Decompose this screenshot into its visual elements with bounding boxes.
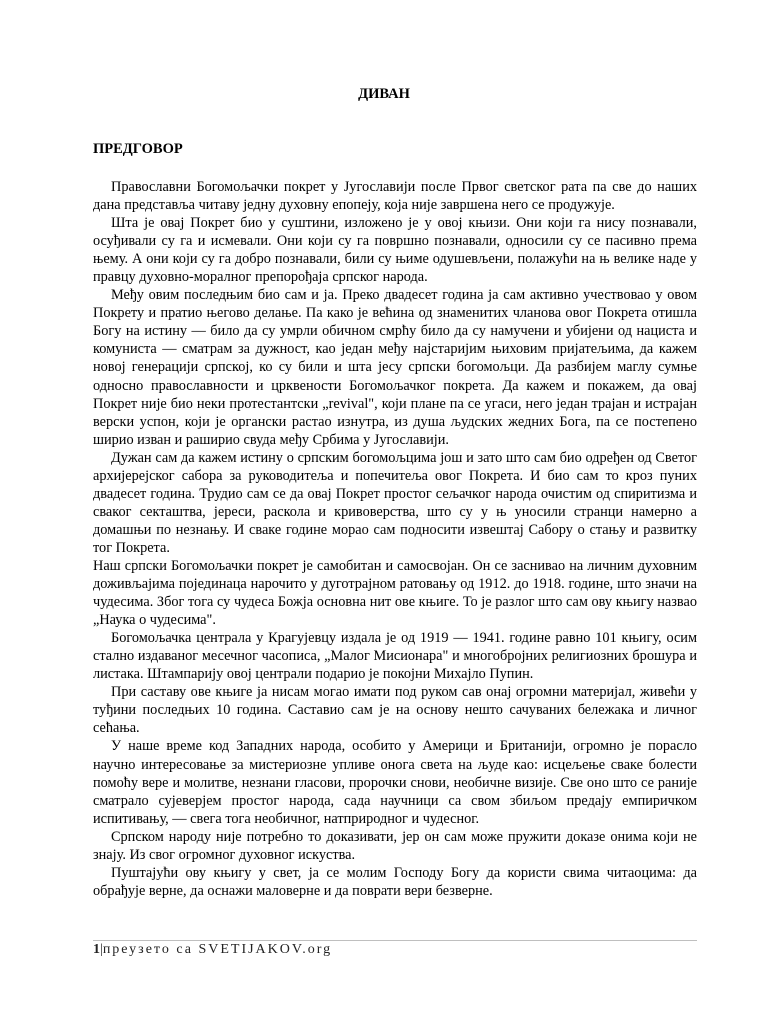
document-body [93,178,697,900]
paragraph: У наше време код Западних народа, особито у Америци и Британији, огромно је порасло научно интересовање за мистериозне упливе онога света на људе као: исцељење сваке болести помоћу вере и молитве, незнани гласови, пророчки снови, необичне визије. Све оно што се раније сматрало сујеверјем простог народа, сада научници са свом збиљом предају емпиричком испитивању, — свега тога необичног, натприродног и чудесног. [93,738,697,827]
paragraph: Дужан сам да кажем истину о српским богомољцима још и зато што сам био одређен од Светог архијерејског сабора за руководитеља и попечитеља овог Покрета. И био сам то кроз пуних двадесет година. Трудио сам се да овај Покрет простог сељачког народа очистим од спиритизма и сваког секташтва, јереси, раскола и кривоверства, што су у њ уносили странци намерно а домашњи по незнању. И сваке године морао сам подносити извештај Сабору о стању и развитку тог Покрета. [93,449,697,556]
page-number: 1 [93,942,100,957]
document-title: ДИВАН [358,86,410,102]
paragraph: При саставу ове књиге ја нисам могао имати под руком сав онај огромни материјал, живећи у туђини последњих 10 година. Саставио сам је на основу нешто сачуваних бележака и личног сећања. [93,684,697,737]
paragraph: Наш српски Богомољачки покрет је самобитан и самосвојан. Он се заснивао на личним духовним доживљајима појединаца нарочито у дуготрајном ратовању од 1912. до 1918. године, што значи на чудесима. Због тога су чудеса Божја основна нит ове књиге. То је разлог што сам ову књигу назвао „Наука о чудесима". [93,557,697,629]
footer-divider [93,940,697,941]
section-heading: ПРЕДГОВОР [93,141,183,157]
footer-separator: | [100,942,103,957]
paragraph: Шта је овај Покрет био у суштини, изложено је у овој књизи. Они који га нису познавали, осуђивали су га и исмевали. Они који су га површно познавали, односили су се пасивно према њему. А они који су га добро познавали, били су њиме одушевљени, полажући на њ велике наде у правцу духовно-моралног препорођаја српског народа. [93,215,697,286]
page-footer [93,942,332,958]
paragraph: Српском народу није потребно то доказивати, јер он сам може пружити доказе онима који не знају. Из свог огромног духовног искуства. [93,828,697,863]
footer-source: преузето са SVETIJAKOV.org [102,942,333,957]
paragraph: Пуштајући ову књигу у свет, ја се молим Господу Богу да користи свима читаоцима: да обрађује верне, да оснажи маловерне и да поврати вери безверне. [93,864,697,899]
paragraph: Богомољачка централа у Крагујевцу издала је од 1919 — 1941. године равно 101 књигу, осим стално издаваног месечног часописа, „Малог Мисионара" и многобројних религиозних брошура и листака. Штампарију овој централи подарио је покојни Михајло Пупин. [93,630,697,683]
paragraph: Православни Богомољачки покрет у Југославији после Првог светског рата па све до наших дана представља читаву једну духовну епопеју, која није завршена него се продужује. [93,179,697,214]
paragraph: Међу овим последњим био сам и ја. Преко двадесет година ја сам активно учествовао у овом Покрету и пратио његово делање. Па како је већина од знаменитих чланова овог Покрета отишла Богу на истину — било да су умрли обичном смрћу било да су намучени и убијени од нациста и комуниста — сматрам за дужност, као један међу најстаријим њиховим пријатељима, да кажем новој генерацији српској, ко су били и шта јесу српски богомољци. Да разбијем маглу сумње односно православности и црквености Богомољачког покрета. Да кажем и покажем, да овај Покрет није био неки протестантски „revival", који плане па се угаси, него један трајан и истрајан верски успон, који је органски растао изнутра, из душа људских жедних Бога, па се постепено ширио изван и раширио свуда међу Србима у Југославији. [93,287,697,448]
